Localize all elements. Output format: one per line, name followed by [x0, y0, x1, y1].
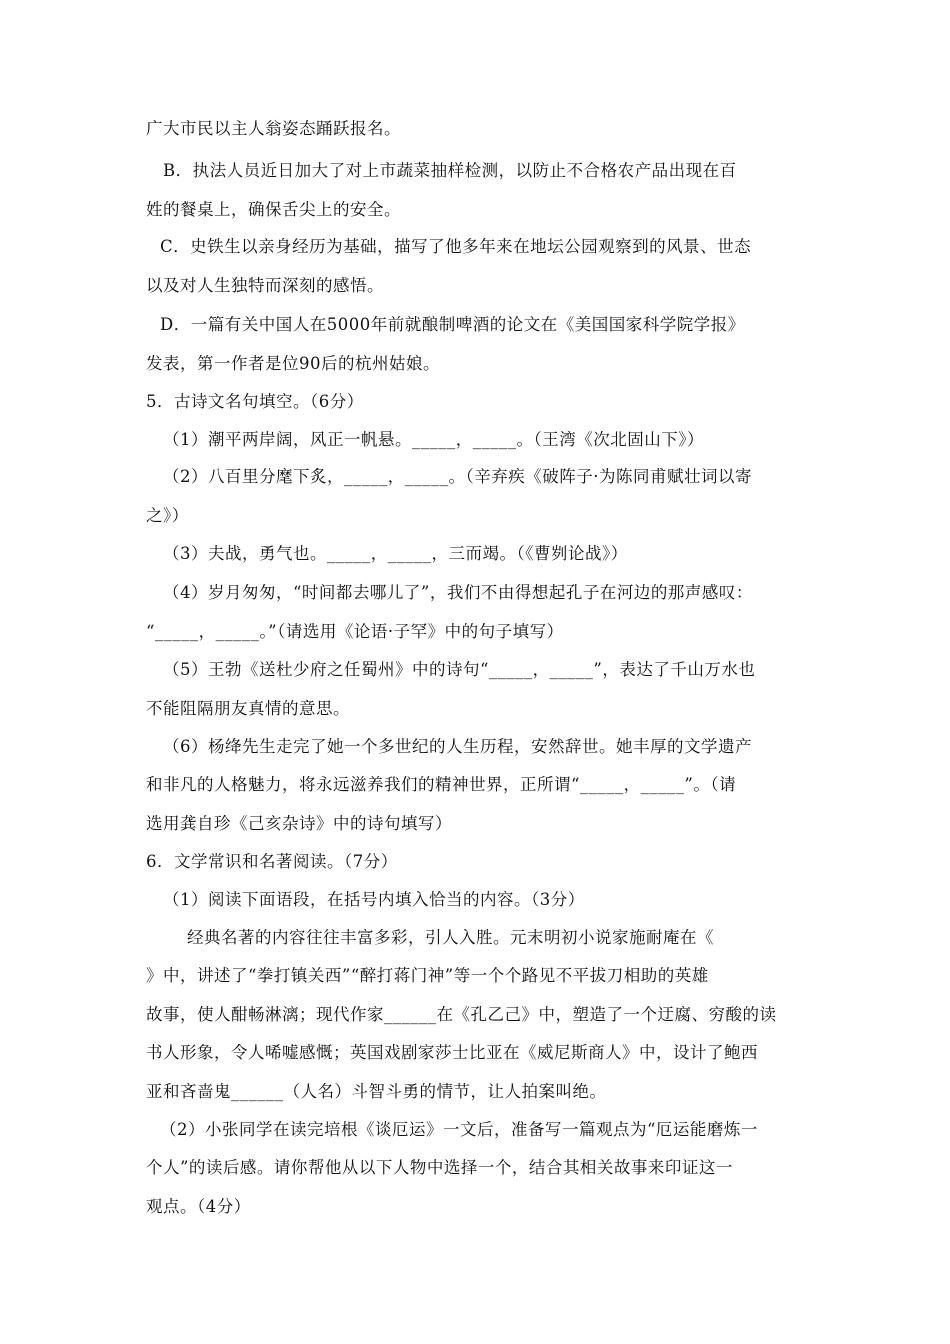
text-line: 》中，讲述了“拳打镇关西”“醉打蒋门神”等一个个路见不平拔刀相助的英雄 — [146, 966, 709, 985]
section-heading: 5．古诗文名句填空。（6分） — [146, 392, 364, 411]
text-line: D．一篇有关中国人在5000年前就酿制啤酒的论文在《美国国家科学院学报》 — [160, 315, 745, 334]
text-line: 广大市民以主人翁姿态踊跃报名。 — [146, 119, 401, 138]
text-line: 个人”的读后感。请你帮他从以下人物中选择一个，结合其相关故事来印证这一 — [146, 1158, 733, 1177]
text-line: 和非凡的人格魅力，将永远滋养我们的精神世界，正所谓“_____，_____”。（请 — [146, 775, 737, 794]
text-line: （1）潮平两岸阔，风正一帆悬。_____，_____。（王湾《次北固山下》） — [163, 430, 704, 449]
text-line: 姓的餐桌上，确保舌尖上的安全。 — [146, 200, 401, 219]
text-line: 不能阻隔朋友真情的意思。 — [146, 699, 350, 718]
text-line: “_____，_____。”（请选用《论语·子罕》中的句子填写） — [146, 622, 564, 641]
text-line: 亚和吝啬鬼______（人名）斗智斗勇的情节，让人拍案叫绝。 — [146, 1082, 607, 1101]
text-line: 经典名著的内容往往丰富多彩，引人入胜。元末明初小说家施耐庵在《 — [187, 928, 714, 947]
text-line: （5）王勃《送杜少府之任蜀州》中的诗句“_____，_____”，表达了千山万水也 — [163, 660, 756, 679]
text-line: 选用龚自珍《己亥杂诗》中的诗句填写） — [146, 814, 452, 833]
text-line: C．史铁生以亲身经历为基础，描写了他多年来在地坛公园观察到的风景、世态 — [160, 237, 752, 256]
text-line: （2）小张同学在读完培根《谈厄运》一文后，准备写一篇观点为“厄运能磨炼一 — [160, 1120, 758, 1139]
text-line: （1）阅读下面语段，在括号内填入恰当的内容。（3分） — [163, 890, 585, 909]
text-line: （3）夫战，勇气也。_____，_____，三而竭。（《曹刿论战》） — [163, 544, 628, 563]
text-line: 以及对人生独特而深刻的感悟。 — [146, 276, 384, 295]
text-line: 发表，第一作者是位90后的杭州姑娘。 — [146, 354, 440, 373]
text-line: 书人形象，令人唏嘘感慨；英国戏剧家莎士比亚在《威尼斯商人》中，设计了鲍西 — [146, 1043, 758, 1062]
text-line: （4）岁月匆匆，“时间都去哪儿了”，我们不由得想起孔子在河边的那声感叹： — [163, 583, 753, 602]
text-line: （2）八百里分麾下炙，_____，_____。（辛弃疾《破阵子·为陈同甫赋壮词以寄 — [163, 467, 752, 486]
section-heading: 6．文学常识和名著阅读。（7分） — [146, 852, 398, 871]
text-line: 之》） — [146, 506, 189, 525]
text-line: 观点。（4分） — [146, 1197, 251, 1216]
text-line: （6）杨绛先生走完了她一个多世纪的人生历程，安然辞世。她丰厚的文学遗产 — [163, 737, 752, 756]
text-line: 故事，使人酣畅淋漓；现代作家______在《孔乙己》中，塑造了一个迂腐、穷酸的读 — [146, 1005, 777, 1024]
text-line: B．执法人员近日加大了对上市蔬菜抽样检测，以防止不合格农产品出现在百 — [163, 161, 737, 180]
